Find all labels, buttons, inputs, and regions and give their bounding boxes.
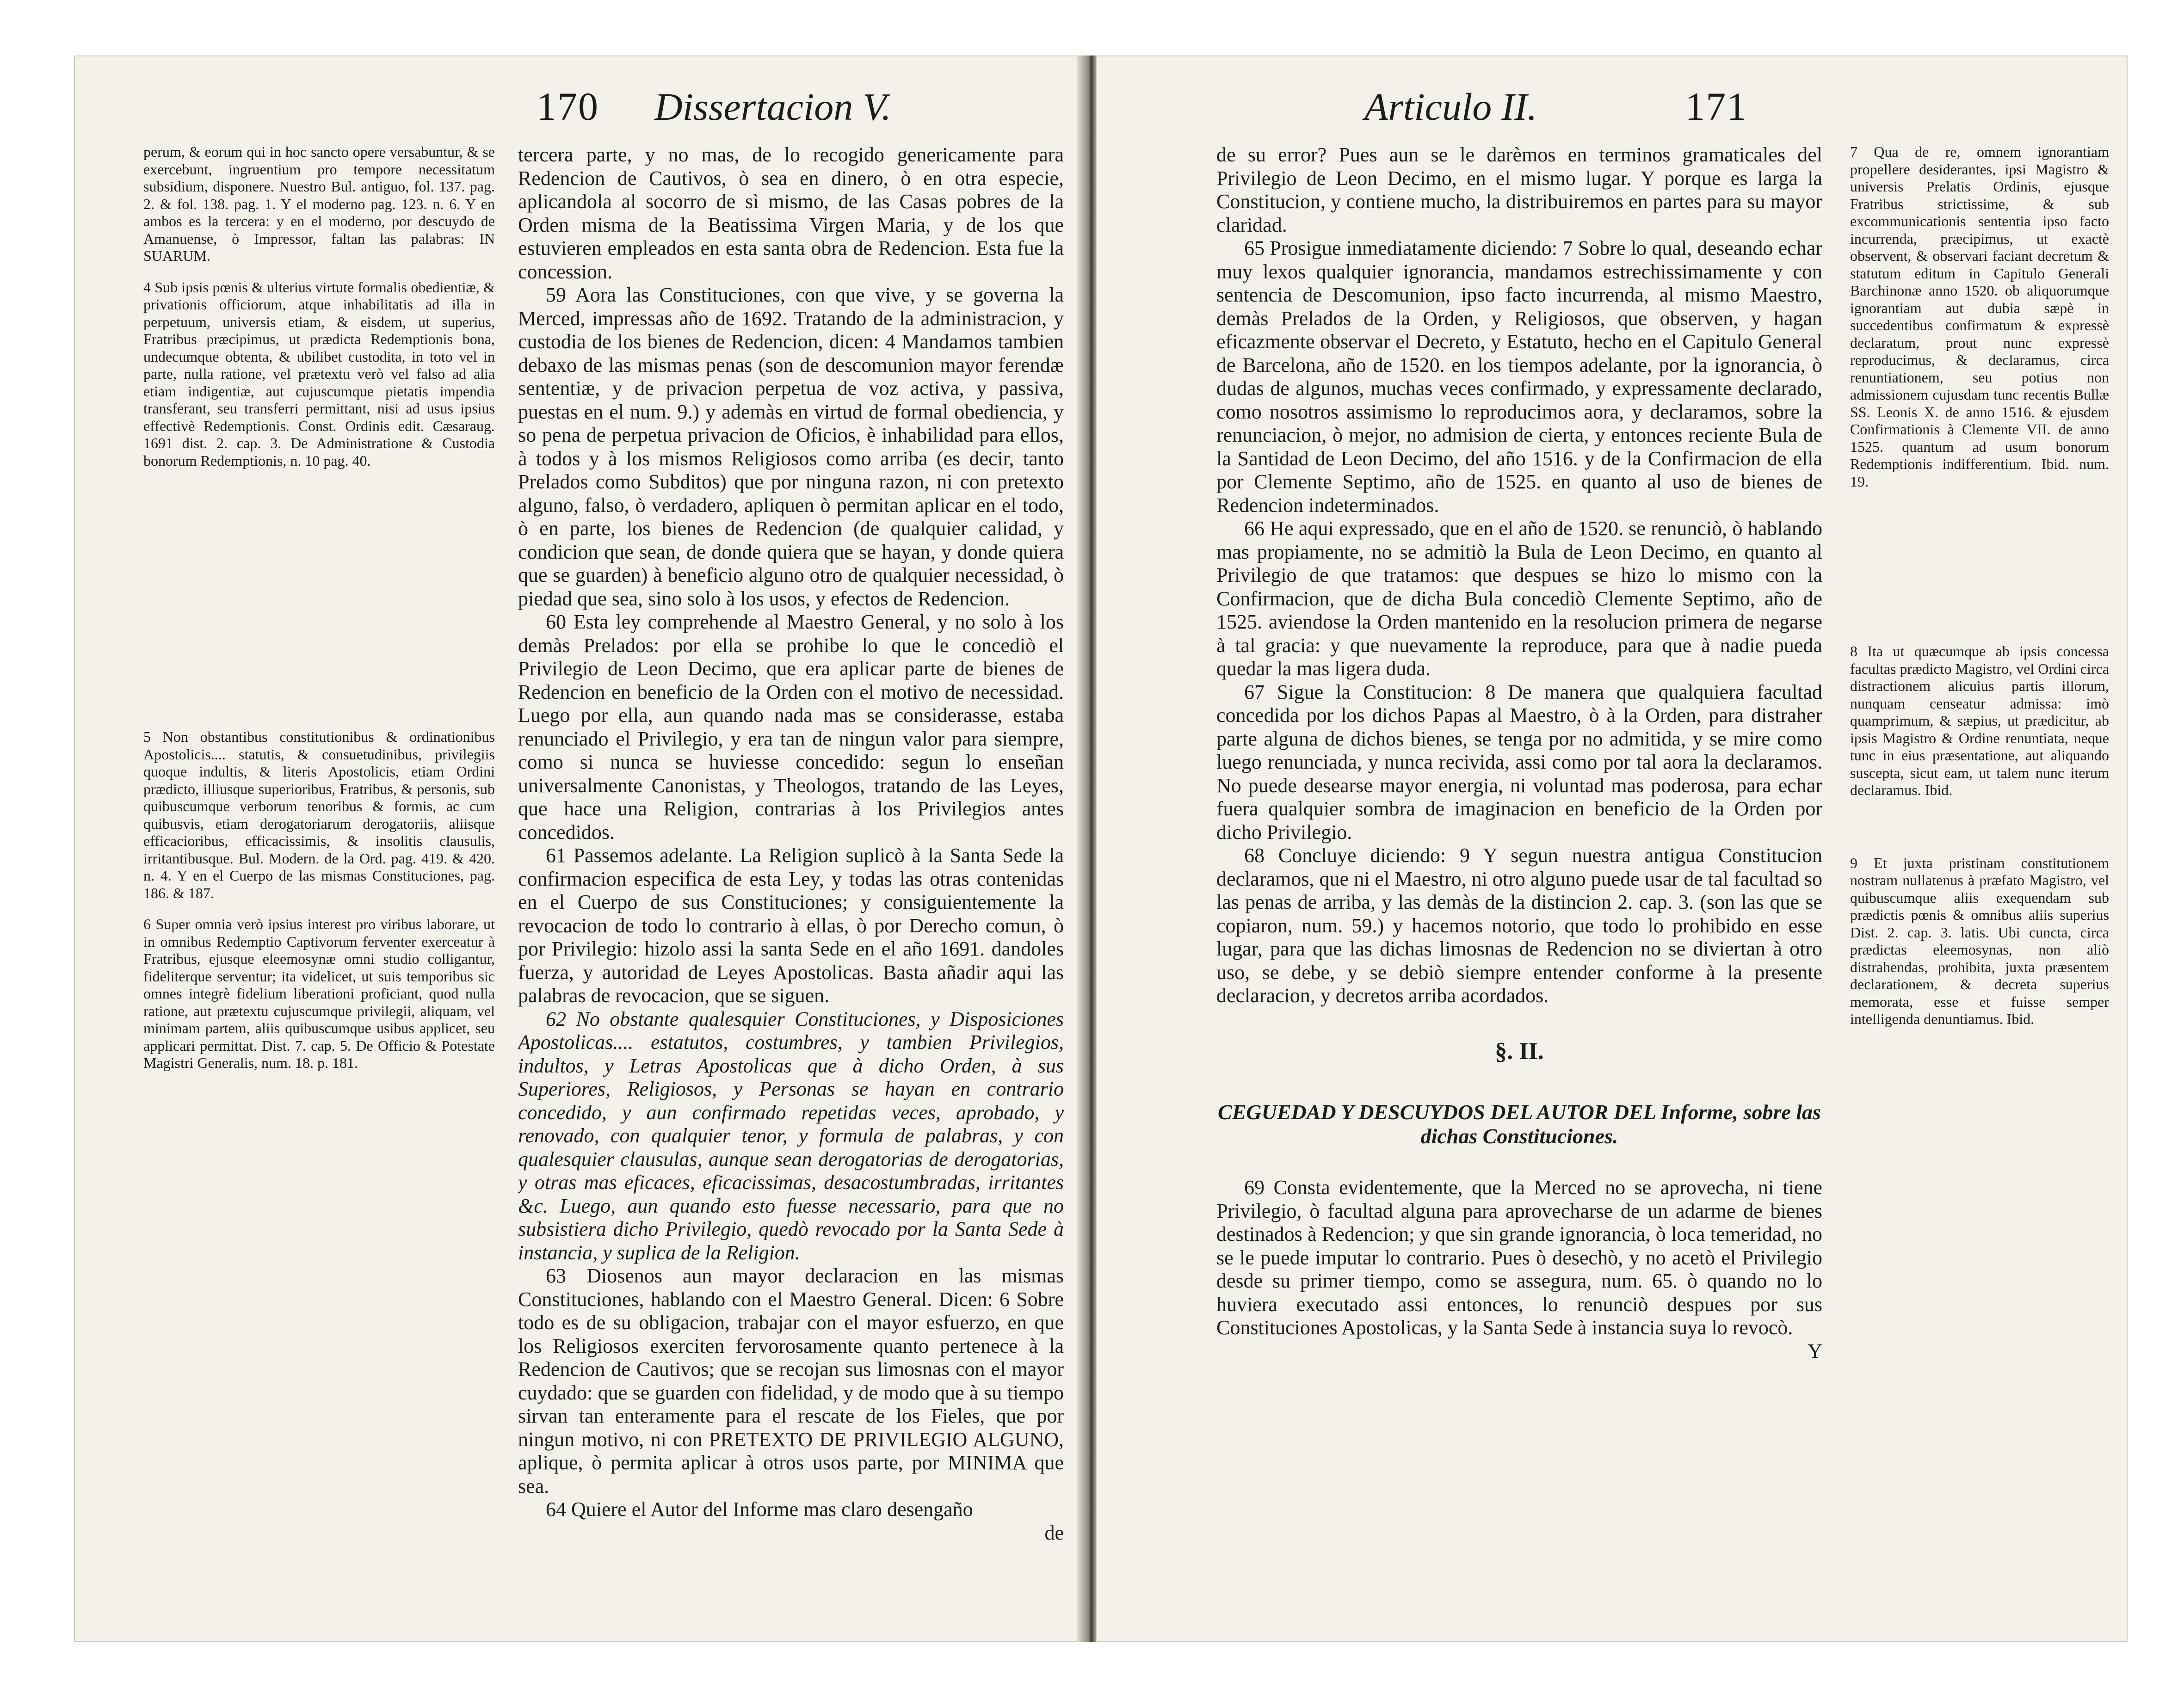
running-title: Dissertacion V. xyxy=(654,86,891,129)
marginal-note: 8 Ita ut quæcumque ab ipsis concessa facultas prædicto Magistro, vel Ordini circa distractionem alicuius partis illorum, nunquam censeatur admissa: imò quamprimum, & sæpius, ut prædicitur, ab ipsis Magistro & Ordine renuntiata, neque tunc in eius præsentatione, aut aliquando suscepta, sicut eam, ut talem nunc iterum declaramus. Ibid. xyxy=(1850,643,2109,798)
left-running-head xyxy=(537,83,1068,139)
marginal-note: 4 Sub ipsis pœnis & ulterius virtute formalis obedientiæ, & privationis officiorum, atque inhabilitatis ad illa in perpetuum, universis etiam, & eisdem, ut superius, Fratribus præcipimus, ut prædicta Redemptionis bona, undecumque obtenta, & ubilibet custodita, in toto vel in parte, nulla ratione, vel prætextu verò vel falso ad alia etiam indigentiæ, aut cujuscumque pietatis impendia transferant, seu transferri permittant, nisi ad usus ipsius effectivè Redemptionis. Const. Ordinis edit. Cæsaraug. 1691 dist. 2. cap. 3. De Administratione & Custodia bonorum Redemptionis, n. 10 pag. 40. xyxy=(143,278,495,469)
page-number: 171 xyxy=(1685,84,1748,129)
paragraph: 65 Prosigue inmediatamente diciendo: 7 Sobre lo qual, deseando echar muy lexos qualquier ignorancia, mandamos estrechissimamente y con sentencia de Descomunion, ipso facto incurrenda, al mismo Maestro, demàs Prelados de la Orden, y Religiosos, que observen, y hagan eficazmente observar el Decreto, y Estatuto, hecho en el Capitulo General de Barcelona, año de 1520. en los tiempos adelante, por la ignorancia, ò dudas de algunos, muchas veces confirmado, y expressamente declarado, como nosotros assimismo lo reproducimos aora, y declaramos, sobre la renunciacion, ò mejor, no admision de cierta, y entonces reciente Bula de la Santidad de Leon Decimo, del año 1516. y de la Confirmacion de ella por Clemente Septimo, año de 1525. en quanto al uso de bienes de Redencion indeterminados. xyxy=(1216,237,1822,517)
paragraph: de su error? Pues aun se le darèmos en terminos gramaticales del Privilegio de Leon Decimo, en el mismo lugar. Y porque es larga la Constitucion, y contiene mucho, la distribuiremos en partes para su mayor claridad. xyxy=(1216,143,1822,236)
catchword: de xyxy=(1044,1521,1064,1544)
right-marginal-notes xyxy=(1850,143,2109,1042)
page-number: 170 xyxy=(537,84,599,129)
marginal-note: 6 Super omnia verò ipsius interest pro viribus laborare, ut in omnibus Redemptio Captivorum ferventer exerceatur à Fratribus, ejusque eleemosynæ omni studio colligantur, fideliterque serventur; ita videlicet, ut suis temporibus sic omnes integrè fidelium liberationi proficiant, quod nulla ratione, aut prætextu cujuscumque privilegii, aliquam, vel minimam partem, aliis quibuscumque usibus applicet, seu applicari permittat. Dist. 7. cap. 5. De Officio & Potestate Magistri Generalis, num. 18. p. 181. xyxy=(143,916,495,1071)
right-main-text xyxy=(1216,143,1822,1619)
marginal-note: 5 Non obstantibus constitutionibus & ordinationibus Apostolicis.... statutis, & consuetudinibus, privilegiis quoque indultis, & literis Apostolicis, etiam Ordini prædicto, illiusque superioribus, Fratribus, & personis, sub quibuscumque verborum tenoribus & formis, ac cum quibusvis, etiam derogatoriarum derogatoriis, aliisque efficacioribus, efficacissimis, & insolitis clausulis, irritantibusque. Bul. Modern. de la Ord. pag. 419. & 420. n. 4. Y en el Cuerpo de las mismas Constituciones, pag. 186. & 187. xyxy=(143,728,495,901)
paragraph: 63 Diosenos aun mayor declaracion en las mismas Constituciones, hablando con el Maestro General. Dicen: 6 Sobre todo es de su obligacion, trabajar con el mayor esfuerzo, en que los Religiosos exerciten fervorosamente quanto pertenece à la Redencion de Cautivos; que se recojan sus limosnas con el mayor cuydado: que se guarden con fidelidad, y de modo que à su tiempo sirvan tan enteramente para el rescate de los Fieles, que por ningun motivo, ni con PRETEXTO DE PRIVILEGIO ALGUNO, aplique, ò permita aplicar à otros usos parte, por MINIMA que sea. xyxy=(518,1264,1064,1497)
marginal-note: 9 Et juxta pristinam constitutionem nostram nullatenus à præfato Magistro, vel quibuscumque aliis exequendam sub prædictis pœnis & omnibus aliis superius Dist. 2. cap. 3. latis. Ubi cuncta, circa prædictas eleemosynas, non aliò distrahendas, prohibita, juxta præsentem declarationem, & decreta superius memorata, esse et fuisse semper intelligenda denuntiamus. Ibid. xyxy=(1850,854,2109,1027)
paragraph: 61 Passemos adelante. La Religion suplicò à la Santa Sede la confirmacion especifica de esta Ley, y todas las otras contenidas en el Cuerpo de sus Constituciones; y consiguientemente la revocacion de todo lo contrario à ellas, ò por Derecho comun, ò por Privilegio: hizolo assi la santa Sede en el año 1691. dandoles fuerza, y autoridad de Leyes Apostolicas. Basta añadir aqui las palabras de revocacion, que se siguen. xyxy=(518,844,1064,1007)
paragraph: 68 Concluye diciendo: 9 Y segun nuestra antigua Constitucion declaramos, que ni el Maestro, ni otro alguno puede usar de tal facultad so las penas de arriba, y las demàs de la distincion 2. cap. 3. (son las que se copiaron, num. 59.) y hacemos notorio, que todo lo prohibido en esse lugar, para que las dichas limosnas de Redencion no se diviertan à otro uso, se debe, y se debiò siempre entender conforme à la presente declaracion, y decretos arriba acordados. xyxy=(1216,844,1822,1007)
section-mark: §. II. xyxy=(1495,1038,1544,1065)
left-main-text xyxy=(518,143,1064,1619)
section-title: CEGUEDAD Y DESCUYDOS DEL AUTOR DEL Informe, sobre las dichas Constituciones. xyxy=(1218,1100,1821,1148)
paragraph: 66 He aqui expressado, que en el año de 1520. se renunciò, ò hablando mas propiamente, no se admitiò la Bula de Leon Decimo, en quanto al Privilegio de que tratamos: que despues se hizo lo mismo con la Confirmacion, que de dicha Bula concediò Clemente Septimo, año de 1525. aviendose la Orden mantenido en la resolucion primera de negarse à tal gracia: y que nuevamente la reproduce, para que à nadie pueda quedar la mas ligera duda. xyxy=(1216,517,1822,680)
right-running-head xyxy=(1364,83,1943,139)
paragraph: 64 Quiere el Autor del Informe mas claro desengaño xyxy=(546,1498,973,1521)
right-page xyxy=(1096,55,2128,1642)
book-spread xyxy=(74,55,2128,1642)
left-marginal-notes xyxy=(143,143,495,1086)
marginal-note: 7 Qua de re, omnem ignorantiam propellere desiderantes, ipsi Magistro & universis Prelatis Ordinis, ejusque Fratribus strictissime, & sub excommunicationis sententia ipso facto incurrenda, præcipimus, ut exactè observent, & observari faciant decretum & statutum editum in Capitulo Generali Barchinonæ anno 1520. ob aliquorumque ignorantiam aut dubia sæpè in succedentibus confirmatum & expressè declaratum, prout nunc expressè reproducimus, & declaramus, circa renuntiationem, seu potius non admissionem cujusdam tunc recentis Bullæ SS. Leonis X. de anno 1516. & ejusdem Confirmationis à Clemente VII. de anno 1525. quantum ad usum bonorum Redemptionis indifferentium. Ibid. num. 19. xyxy=(1850,143,2109,490)
catchword: Y xyxy=(1808,1339,1822,1362)
running-title: Articulo II. xyxy=(1364,86,1537,129)
left-page xyxy=(74,55,1087,1642)
marginal-note: perum, & eorum qui in hoc sancto opere versabuntur, & se exercebunt, ingruentium pro tempore necessitatum subsidium, disponere. Nuestro Bul. antiguo, fol. 137. pag. 2. & fol. 138. pag. 1. Y el moderno pag. 123. n. 6. Y en ambos es la tercera: y en el moderno, por descuydo de Amanuense, ò Impressor, faltan las palabras: IN SUARUM. xyxy=(143,143,495,264)
paragraph: 59 Aora las Constituciones, con que vive, y se governa la Merced, impressas año de 1692. Tratando de la administracion, y custodia de los bienes de Redencion, dicen: 4 Mandamos tambien debaxo de las mismas penas (son de descomunion mayor ferendæ sententiæ, y de privacion perpetua de voz activa, y passiva, puestas en el num. 9.) y ademàs en virtud de formal obediencia, y so pena de perpetua privacion de Oficios, è inhabilidad para ellos, à todos y à los mismos Religiosos como arriba (es decir, tanto Prelados como Subditos) que por ninguna razon, ni con pretexto alguno, falso, ò verdadero, apliquen ò permitan aplicar en el todo, ò en parte, los bienes de Redencion (de qualquier calidad, y condicion que sean, de donde quiera que se hayan, y donde quiera que se guarden) à beneficio alguno otro de qualquier necessidad, ò piedad que sea, sino solo à los usos, y efectos de Redencion. xyxy=(518,283,1064,610)
paragraph: 67 Sigue la Constitucion: 8 De manera que qualquiera facultad concedida por los dichos Papas al Maestro, ò à la Orden, para distraher parte alguna de dichos bienes, se tenga por no admitida, y se mire como luego renunciada, y nunca recivida, assi como por tal aora la declaramos. No puede desearse mayor energia, ni voluntad mas poderosa, para echar fuera qualquier sombra de imaginacion en beneficio de la Orden por dicho Privilegio. xyxy=(1216,680,1822,844)
paragraph: 60 Esta ley comprehende al Maestro General, y no solo à los demàs Prelados: por ella se prohibe lo que le concediò el Privilegio de Leon Decimo, que era aplicar parte de bienes de Redencion en beneficio de la Orden con el motivo de necessidad. Luego por ella, aun quando nada mas se considerasse, estaba renunciado el Privilegio, y era tan de ningun valor para siempre, como si nunca se huviesse concedido: segun lo enseñan universalmente Canonistas, y Theologos, tratando de las Leyes, que hace una Religion, contrarias à los Privilegios antes concedidos. xyxy=(518,610,1064,844)
paragraph: 62 No obstante qualesquier Constituciones, y Disposiciones Apostolicas.... estatutos, costumbres, y tambien Privilegios, indultos, y Letras Apostolicas que à dicho Orden, à sus Superiores, Religiosos, y Personas se hayan en contrario concedido, y aun confirmado repetidas veces, aprobado, y renovado, con qualquier tenor, y formula de palabras, y con qualesquier clausulas, aunque sean derogatorias de derogatorias, y otras mas eficaces, eficacissimas, desacostumbradas, irritantes &c. Luego, aun quando esto fuesse necessario, para que no subsistiera dicho Privilegio, quedò revocado por la Santa Sede à instancia, y suplica de la Religion. xyxy=(518,1007,1064,1264)
paragraph: 69 Consta evidentemente, que la Merced no se aprovecha, ni tiene Privilegio, ò facultad alguna para aprovecharse de un adarme de bienes destinados à Redencion; y que sin grande ignorancia, ò loca temeridad, no se le puede imputar lo contrario. Pues ò desechò, y no acetò el Privilegio desde su primer tiempo, como se assegura, num. 65. ò quando no lo huviera executado assi entonces, lo renunciò despues por sus Constituciones Apostolicas, y la Santa Sede à instancia suya lo revocò. xyxy=(1216,1176,1822,1339)
paragraph: tercera parte, y no mas, de lo recogido genericamente para Redencion de Cautivos, ò sea en dinero, ò en otra especie, aplicandola al socorro de sì mismo, de las Casas pobres de la Orden misma de la Beatissima Virgen Maria, y de los que estuvieren empleados en esta santa obra de Redencion. Esta fue la concession. xyxy=(518,143,1064,283)
